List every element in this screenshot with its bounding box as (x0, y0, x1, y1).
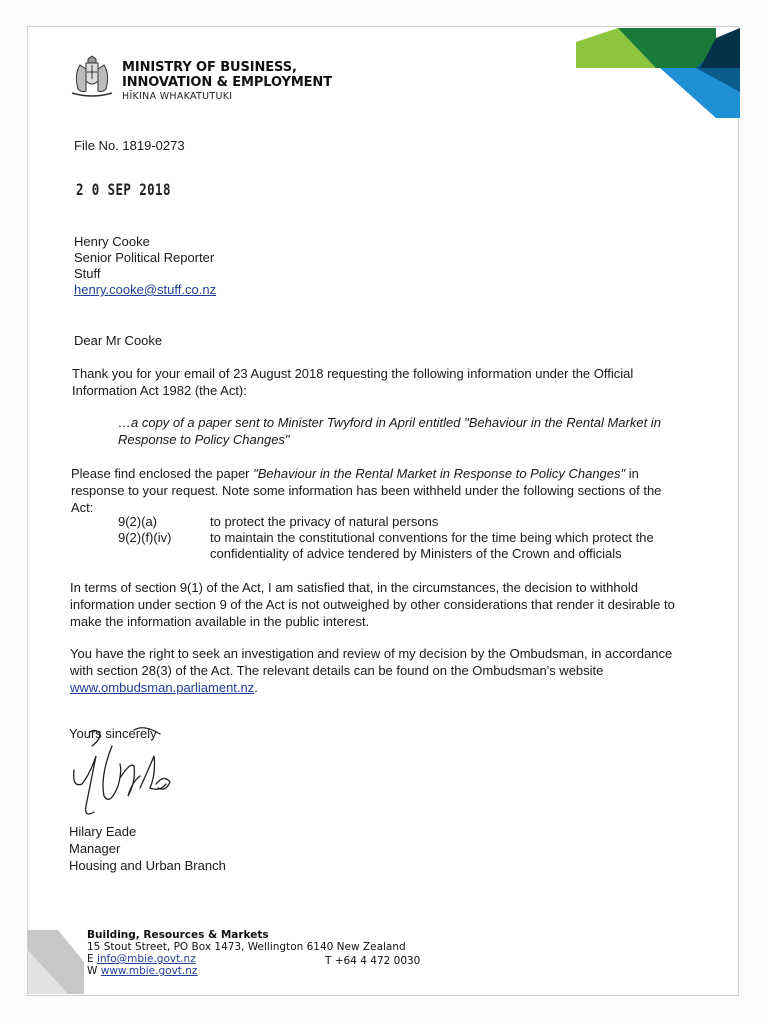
footer-address: 15 Stout Street, PO Box 1473, Wellington 6140 New Zealand (87, 941, 406, 953)
section-code: 9(2)(a) (118, 514, 158, 529)
salutation: Dear Mr Cooke (74, 333, 163, 348)
footer-phone: T +64 4 472 0030 (325, 955, 421, 967)
signer-branch: Housing and Urban Branch (69, 858, 226, 873)
footer-web-prefix: W (87, 965, 101, 977)
section-description: to maintain the constitutional conventions for the time being which protect the confidentiality of advice tendered by Ministers of the Crown and officials (210, 530, 654, 561)
section-row (118, 514, 678, 530)
signer-block (69, 823, 226, 874)
paragraph-enclosure-post: in response to your request. Note some information has been withheld under the following sections of the Act: (71, 466, 662, 515)
recipient-email-link[interactable]: henry.cooke@stuff.co.nz (74, 282, 217, 297)
footer-contact (87, 929, 406, 977)
recipient-address (74, 233, 216, 297)
paragraph-request: Thank you for your email of 23 August 2018 requesting the following information under the Official Information Act 1982 (the Act): (72, 366, 634, 398)
org-name-line2: INNOVATION & EMPLOYMENT (122, 75, 332, 90)
footer-web-link[interactable]: www.mbie.govt.nz (100, 965, 198, 977)
org-name-line1: MINISTRY OF BUSINESS, (122, 60, 297, 75)
paper-title: "Behaviour in the Rental Market in Response to Policy Changes" (253, 466, 626, 481)
recipient-title: Senior Political Reporter (74, 250, 215, 265)
paragraph-enclosure (71, 465, 683, 516)
paragraph-ombudsman-post: . (254, 680, 258, 695)
section-code: 9(2)(f)(iv) (118, 530, 172, 545)
date-stamp: 2 0 SEP 2018 (76, 180, 171, 199)
section-description: to protect the privacy of natural persons (210, 514, 439, 529)
handwritten-signature (60, 726, 180, 822)
paragraph-enclosure-pre: Please find enclosed the paper (71, 466, 254, 481)
recipient-name: Henry Cooke (74, 234, 150, 249)
signer-role: Manager (69, 841, 121, 856)
footer-unit: Building, Resources & Markets (87, 929, 269, 941)
closing: Yours sincerely (69, 726, 157, 741)
footer-grey-triangles (28, 930, 84, 994)
org-maori-name: HĪKINA WHAKATUTUKI (122, 91, 233, 102)
paragraph-ombudsman-pre: You have the right to seek an investigation and review of my decision by the Ombudsman, in accordance with section 28(3) of the Act. The relevant details can be found on the Ombudsman's website (70, 646, 673, 678)
ombudsman-website-link[interactable]: www.ombudsman.parliament.nz (70, 680, 255, 695)
request-quote: …a copy of a paper sent to Minister Twyford in April entitled "Behaviour in the Rental Market in Response to Policy Changes" (118, 415, 661, 447)
brand-triangles-logo (576, 28, 740, 118)
signer-name: Hilary Eade (69, 824, 137, 839)
paragraph-section-9: In terms of section 9(1) of the Act, I am satisfied that, in the circumstances, the decision to withhold information under section 9 of the Act is not outweighed by other considerations that render it desirable to make the information available in the public interest. (70, 580, 675, 629)
coat-of-arms-icon (66, 55, 118, 99)
withheld-sections-list (118, 514, 678, 562)
org-name-block (122, 60, 332, 102)
footer-email-link[interactable]: info@mbie.govt.nz (96, 953, 196, 965)
recipient-org: Stuff (74, 266, 101, 281)
file-number: File No. 1819-0273 (74, 138, 185, 153)
section-row (118, 530, 678, 562)
paragraph-ombudsman (70, 645, 682, 696)
footer-email-prefix: E (87, 953, 97, 965)
